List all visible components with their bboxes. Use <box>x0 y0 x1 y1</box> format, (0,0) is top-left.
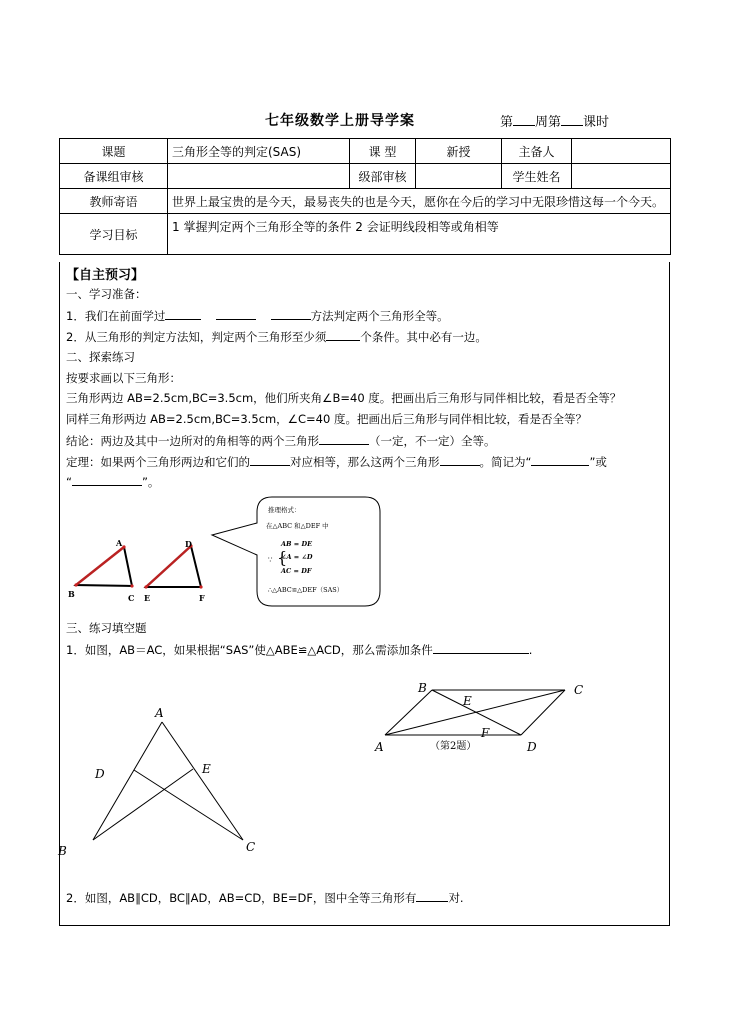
vertex-label: E <box>463 694 472 708</box>
condition-3: AC = DF <box>281 567 312 575</box>
week-blank[interactable] <box>513 113 535 126</box>
table-row <box>60 164 671 189</box>
vertex-label: D <box>527 740 537 754</box>
prep-heading: 一、学习准备： <box>66 287 147 301</box>
conclusion-text: 结论：两边及其中一边所对的角相等的两个三角形 <box>66 434 319 448</box>
vertex-label: D <box>185 539 192 549</box>
author-value[interactable] <box>572 139 671 164</box>
week-label-a: 第 <box>500 115 514 130</box>
vertex-label: C <box>246 840 256 854</box>
question-1-tail: 方法判定两个三角形全等。 <box>310 309 449 323</box>
figure-exercise-1 <box>55 700 285 865</box>
objectives-value: 1 掌握判定两个三角形全等的条件 2 会证明线段相等或角相等 <box>168 214 671 255</box>
grade-review-value[interactable] <box>416 164 502 189</box>
table-row <box>60 214 671 255</box>
condition-2: ∠A = ∠D <box>281 553 313 561</box>
student-name-value[interactable] <box>572 164 671 189</box>
exercise-2 <box>66 889 464 906</box>
question-1-text: 1．我们在前面学过 <box>66 309 166 323</box>
bubble-line-2: 在△ABC 和△DEF 中 <box>266 522 329 530</box>
theorem-middle: 对应相等，那么这两个三角形 <box>290 455 440 469</box>
lesson-type-label: 课 型 <box>350 139 416 164</box>
vertex-label: F <box>481 726 490 740</box>
vertex-label: B <box>68 589 75 599</box>
brace-symbol: { <box>277 548 288 567</box>
lesson-type-value: 新授 <box>416 139 502 164</box>
vertex-label: B <box>418 681 427 695</box>
answer-blank[interactable] <box>416 889 448 902</box>
exercise-1-tail: . <box>528 643 533 657</box>
theorem-abbrev-label: 。简记为“ <box>479 455 532 469</box>
answer-blank[interactable] <box>319 432 369 445</box>
lesson-blank[interactable] <box>561 113 583 126</box>
speech-bubble <box>210 495 385 610</box>
section-title: 【自主预习】 <box>66 268 145 283</box>
answer-blank[interactable] <box>250 453 290 466</box>
figure-caption: （第2题） <box>430 741 477 752</box>
objectives-label: 学习目标 <box>60 214 168 255</box>
conclusion-tail: （一定，不一定）全等。 <box>369 434 496 448</box>
vertex-label: D <box>95 767 105 781</box>
teacher-message-value: 世界上最宝贵的是今天，最易丧失的也是今天，愿你在今后的学习中无限珍惜这每一个今天。 <box>168 189 671 214</box>
grade-review-label: 级部审核 <box>350 164 416 189</box>
task-1-text: 三角形两边 AB=2.5cm,BC=3.5cm，他们所夹角∠B=40 度。把画出后三角形与同伴相比较，看是否全等？ <box>66 391 622 405</box>
vertex-label: F <box>199 593 205 603</box>
exercise-1 <box>66 641 532 658</box>
conclusion-line <box>66 432 496 449</box>
bubble-line-1: 推理格式： <box>268 506 301 514</box>
vertex-label: C <box>128 593 135 603</box>
vertex-label: A <box>116 538 123 548</box>
triangle-figure <box>60 535 220 610</box>
theorem-or: ”或 <box>589 455 607 469</box>
answer-blank[interactable] <box>216 307 256 320</box>
answer-blank[interactable] <box>165 307 201 320</box>
table-row <box>60 139 671 164</box>
question-2-tail: 个条件。其中必有一边。 <box>360 330 487 344</box>
group-review-label: 备课组审核 <box>60 164 168 189</box>
question-2 <box>66 328 487 345</box>
question-1 <box>66 307 449 324</box>
answer-blank[interactable] <box>531 453 589 466</box>
teacher-message-label: 教师寄语 <box>60 189 168 214</box>
figure-exercise-2 <box>370 675 595 760</box>
exercise-heading: 三、练习填空题 <box>66 621 147 635</box>
instruction-text: 按要求画以下三角形： <box>66 371 181 385</box>
header-table <box>59 138 671 255</box>
exercise-1-text: 1．如图，AB＝AC，如果根据“SAS”使△ABE≌△ACD，那么需添加条件 <box>66 643 433 657</box>
since-symbol: ∵ <box>268 556 273 564</box>
topic-label: 课题 <box>60 139 168 164</box>
answer-blank[interactable] <box>440 453 480 466</box>
week-label-c: 课时 <box>583 115 610 130</box>
question-2-text: 2．从三角形的判定方法知，判定两个三角形至少须 <box>66 330 327 344</box>
document-title: 七年级数学上册导学案 <box>265 113 415 129</box>
answer-blank[interactable] <box>72 473 142 486</box>
group-review-value[interactable] <box>168 164 350 189</box>
condition-1: AB = DE <box>281 540 313 548</box>
vertex-label: A <box>155 706 164 720</box>
theorem-line-2 <box>66 473 159 490</box>
exercise-2-text: 2．如图，AB∥CD，BC∥AD，AB=CD，BE=DF，图中全等三角形有 <box>66 891 417 905</box>
vertex-label: E <box>202 762 211 776</box>
author-label: 主备人 <box>502 139 572 164</box>
theorem-text: 定理：如果两个三角形两边和它们的 <box>66 455 250 469</box>
answer-blank[interactable] <box>433 641 529 654</box>
student-name-label: 学生姓名 <box>502 164 572 189</box>
vertex-label: E <box>144 593 151 603</box>
answer-blank[interactable] <box>326 328 360 341</box>
task-2-text: 同样三角形两边 AB=2.5cm,BC=3.5cm，∠C=40 度。把画出后三角形与同伴相比较，看是否全等？ <box>66 412 587 426</box>
open-quote: “ <box>66 475 72 489</box>
week-lesson-line <box>500 111 609 130</box>
answer-blank[interactable] <box>271 307 311 320</box>
table-row <box>60 189 671 214</box>
close-quote: ”。 <box>141 475 160 489</box>
week-label-b: 周第 <box>535 115 562 130</box>
vertex-label: A <box>375 740 384 754</box>
theorem-line <box>66 453 607 470</box>
bubble-conclusion: ∴△ABC≌△DEF（SAS） <box>268 586 344 594</box>
topic-value: 三角形全等的判定(SAS) <box>168 139 350 164</box>
exercise-2-tail: 对. <box>448 891 464 905</box>
vertex-label: C <box>574 683 584 697</box>
explore-heading: 二、探索练习 <box>66 350 135 364</box>
vertex-label: B <box>58 844 67 858</box>
